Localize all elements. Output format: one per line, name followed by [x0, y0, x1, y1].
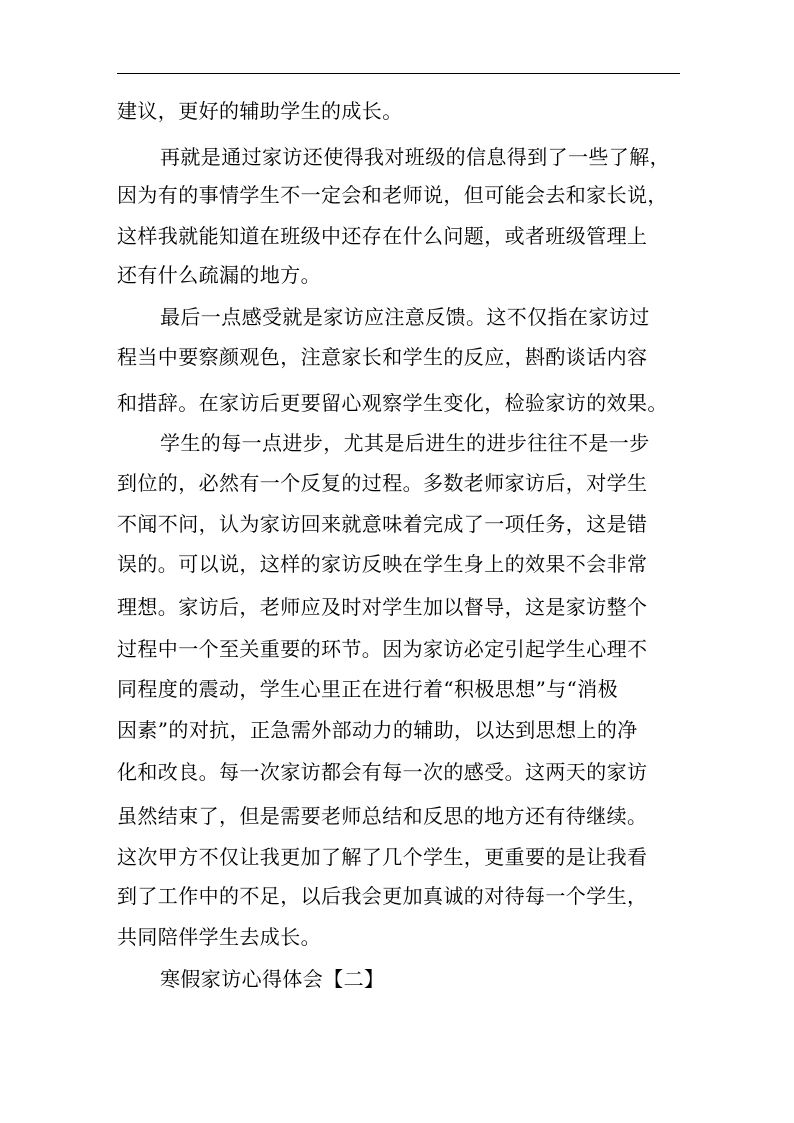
paragraph-line: 化和改良。每一次家访都会有每一次的感受。这两天的家访 — [117, 760, 648, 784]
section-heading: 寒假家访心得体会【二】 — [160, 967, 385, 991]
paragraph-line: 学生的每一点进步，尤其是后进生的进步往往不是一步 — [160, 431, 650, 455]
paragraph-line: 理想。家访后，老师应及时对学生加以督导，这是家访整个 — [117, 595, 648, 619]
paragraph-line: 这样我就能知道在班级中还存在什么问题，或者班级管理上 — [117, 224, 648, 248]
paragraph-line: 程当中要察颜观色，注意家长和学生的反应，斟酌谈话内容 — [117, 345, 648, 369]
paragraph-line: 最后一点感受就是家访应注意反馈。这不仅指在家访过 — [160, 305, 650, 329]
paragraph-line: 和措辞。在家访后更要留心观察学生变化，检验家访的效果。 — [117, 391, 668, 415]
paragraph-line: 这次甲方不仅让我更加了解了几个学生，更重要的是让我看 — [117, 845, 648, 869]
paragraph-line: 到了工作中的不足，以后我会更加真诚的对待每一个学生， — [117, 884, 648, 908]
paragraph-line: 误的。可以说，这样的家访反映在学生身上的效果不会非常 — [117, 552, 648, 576]
paragraph-line: 因素”的对抗，正急需外部动力的辅助，以达到思想上的净 — [117, 718, 638, 742]
header-rule — [117, 73, 680, 74]
paragraph-line: 再就是通过家访还使得我对班级的信息得到了一些了解， — [160, 145, 670, 169]
paragraph-line: 不闻不问，认为家访回来就意味着完成了一项任务，这是错 — [117, 512, 648, 536]
paragraph-line: 还有什么疏漏的地方。 — [117, 263, 321, 287]
paragraph-line: 过程中一个至关重要的环节。因为家访必定引起学生心理不 — [117, 637, 648, 661]
paragraph-line: 虽然结束了，但是需要老师总结和反思的地方还有待继续。 — [117, 804, 648, 828]
paragraph-line: 同程度的震动，学生心里正在进行着“积极思想”与“消极 — [117, 677, 619, 701]
paragraph-line: 建议，更好的辅助学生的成长。 — [117, 99, 403, 123]
paragraph-line: 因为有的事情学生不一定会和老师说，但可能会去和家长说， — [117, 183, 668, 207]
paragraph-line: 到位的，必然有一个反复的过程。多数老师家访后，对学生 — [117, 471, 648, 495]
paragraph-line: 共同陪伴学生去成长。 — [117, 925, 321, 949]
